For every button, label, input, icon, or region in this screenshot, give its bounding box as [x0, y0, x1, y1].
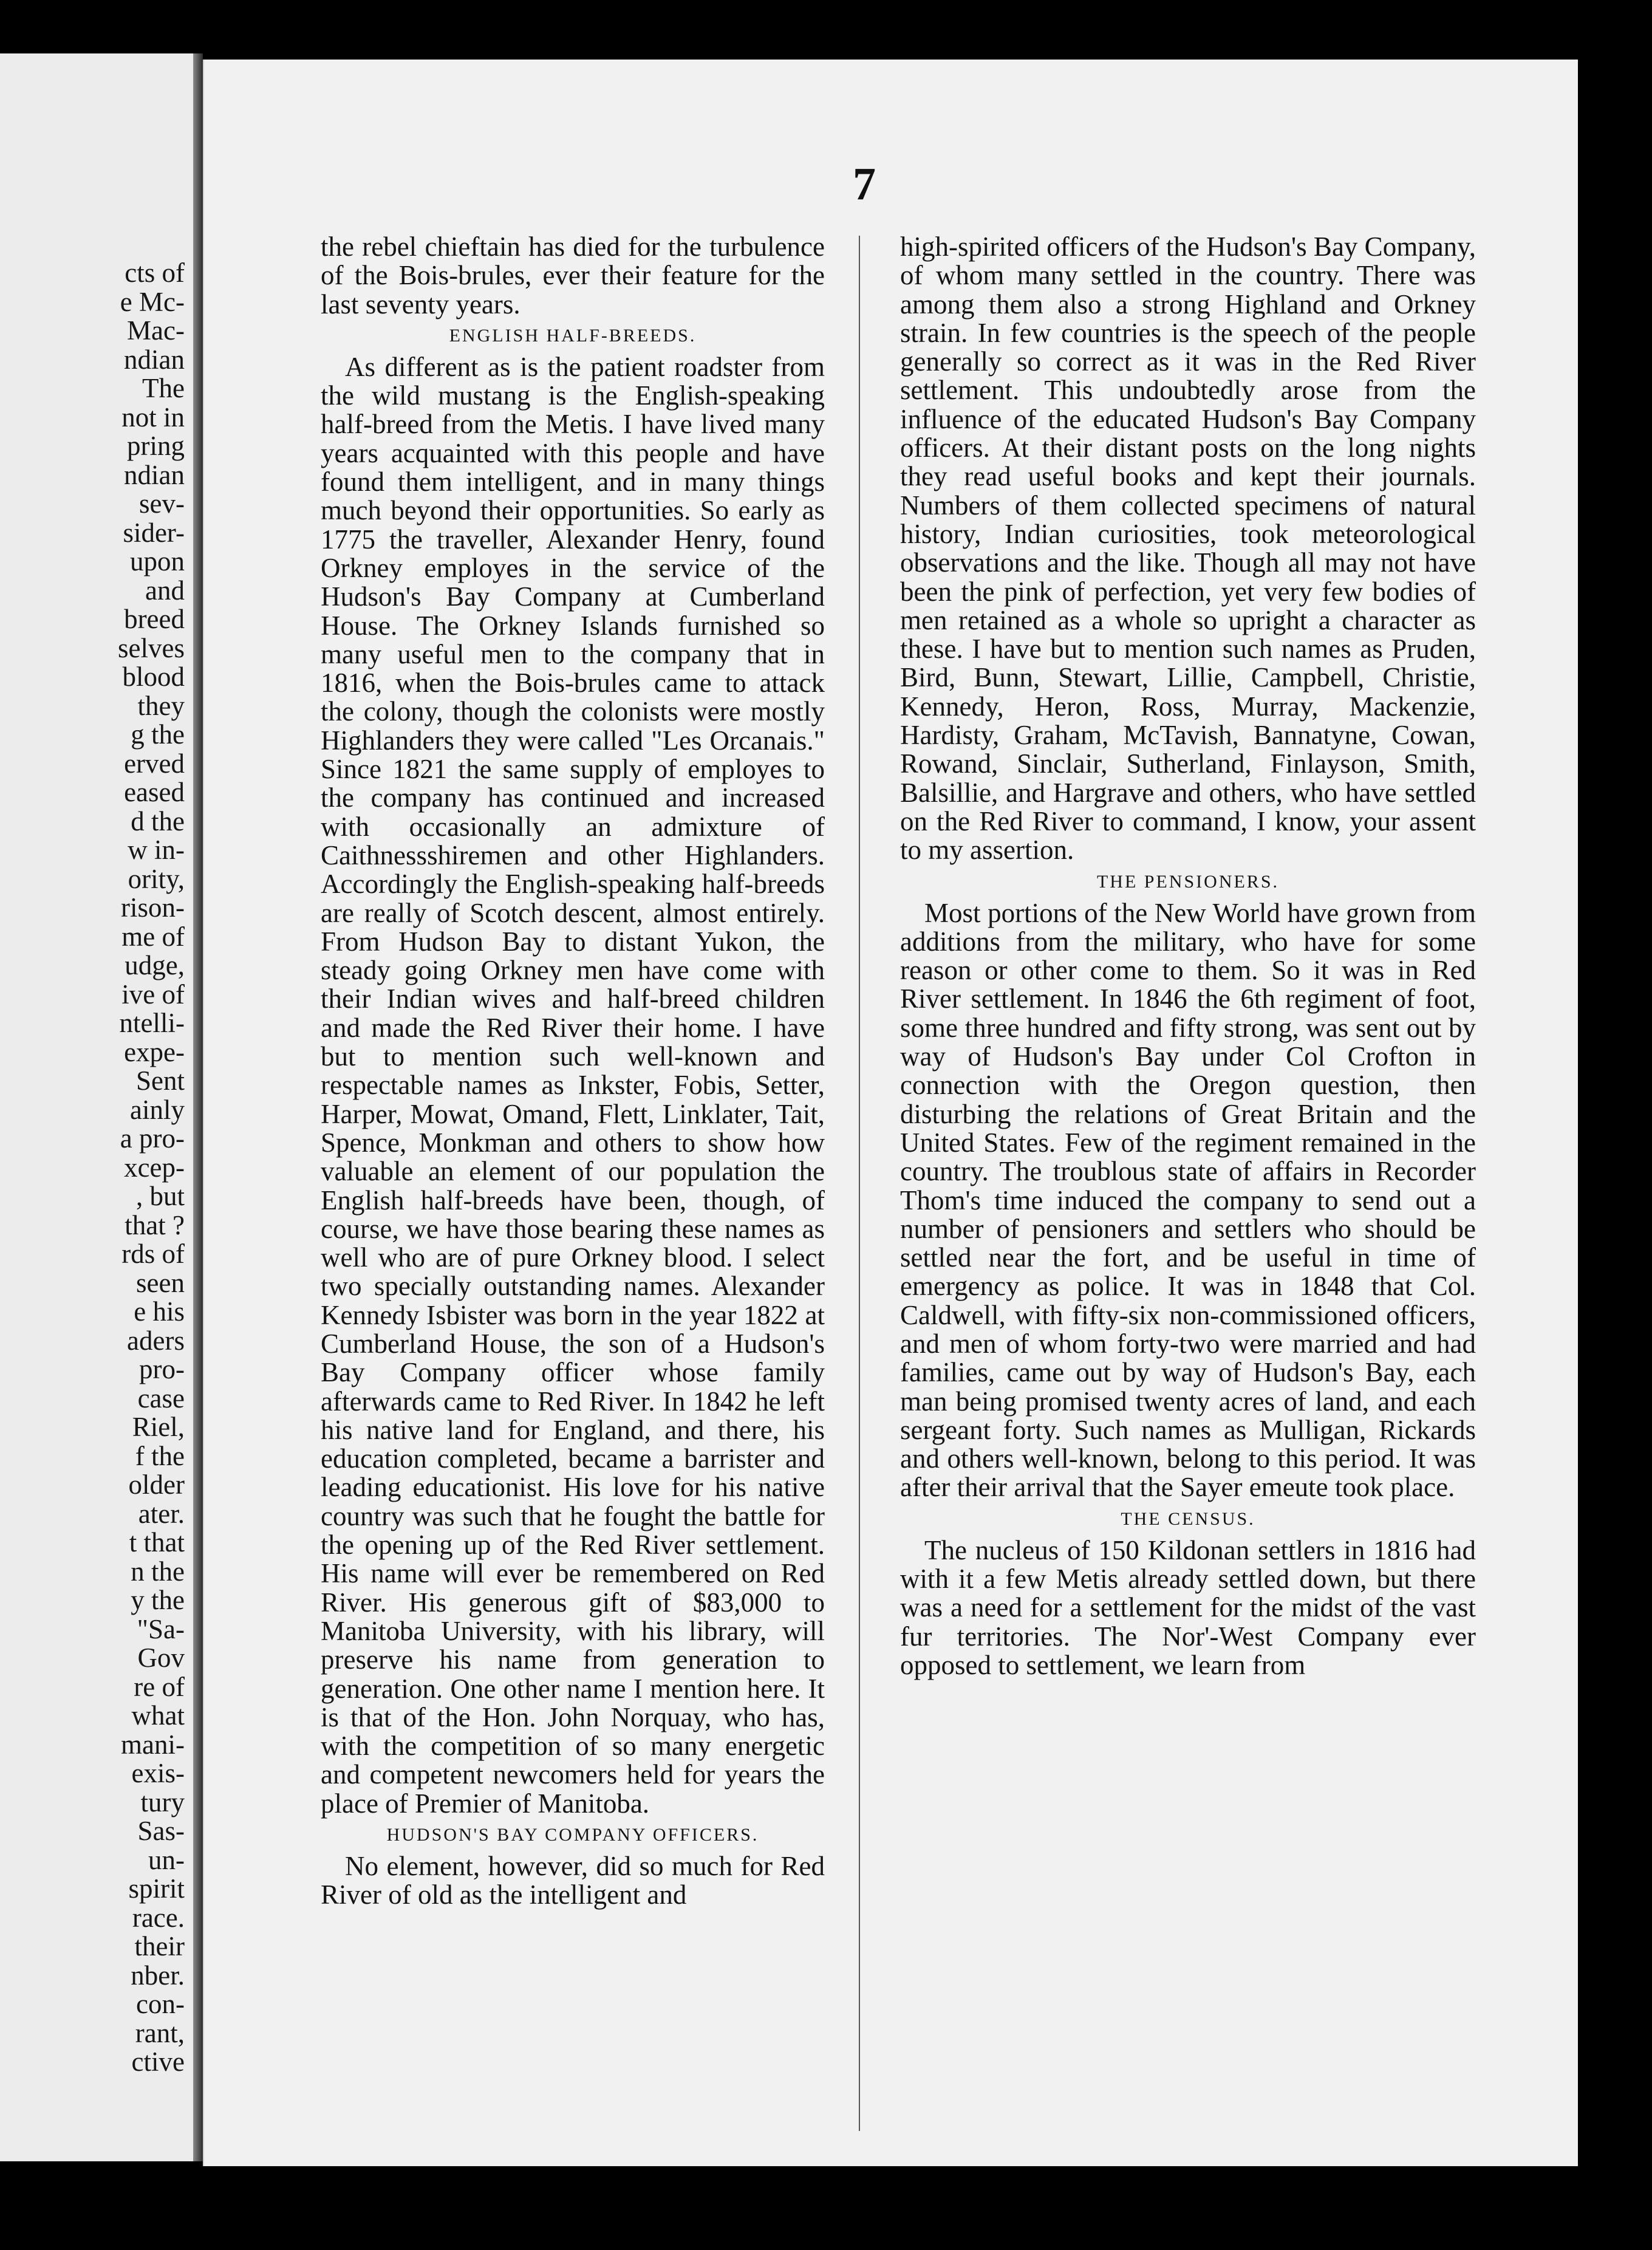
right-page	[203, 60, 1578, 2166]
left-page-fragment: ority,	[128, 863, 185, 894]
left-page-fragment: re of	[134, 1671, 185, 1702]
left-page-fragment: they	[137, 690, 185, 721]
right-column	[900, 233, 1476, 1680]
left-page-fragment: y the	[131, 1585, 185, 1615]
heading-hudsons-bay-officers: HUDSON'S BAY COMPANY OFFICERS.	[386, 1825, 759, 1845]
left-page-fragment: erved	[124, 748, 185, 779]
left-page-fragment: n the	[131, 1556, 185, 1587]
left-page-fragment: cts of	[125, 258, 185, 288]
left-page-fragment: e his	[134, 1296, 185, 1327]
left-page-fragment: f the	[135, 1440, 185, 1471]
left-page-fragment: tury	[140, 1787, 185, 1817]
left-page-fragment: eased	[124, 777, 185, 807]
left-page-fragment: and	[145, 575, 185, 606]
left-page-fragment: rant,	[135, 2017, 185, 2048]
left-page-fragment: sider-	[123, 517, 185, 548]
left-page-fragment: case	[137, 1383, 185, 1414]
left-page-fragment: Sas-	[137, 1816, 185, 1846]
left-page-fragment: xcep-	[124, 1152, 185, 1183]
paragraph-hudsons-bay-officers: No element, however, did so much for Red River of old as the intelligent and	[321, 1851, 825, 1910]
left-page-fragment: exis-	[131, 1758, 185, 1788]
left-page-fragment: t that	[129, 1527, 185, 1558]
paragraph-english-half-breeds: As different as is the patient roadster from the wild mustang is the English-speaking half-breed from the Metis. I have lived many years acquainted with this people and have found them intelligent, and in many things much beyond their opportunities. So early as 1775 the traveller, Alexander Henry, found Orkney employes in the service of the Hudson's Bay Company at Cumberland House. The Orkney Islands furnished so many useful men to the company that in 1816, when the Bois-brules came to attack the colony, though the colonists were mostly Highlanders they were called "Les Orcanais." Since 1821 the same supply of employes to the company has continued and increased with occasionally an admixture of Caithnessshiremen and other Highlanders. Accordingly the English-speaking half-breeds are really of Scotch descent, almost entirely. From Hudson Bay to distant Yukon, the steady going Orkney men have come with their Indian wives and half-breed children and made the Red River their home. I have but to mention such well-known and respectable names as Inkster, Fobis, Setter, Harper, Mowat, Omand, Flett, Linklater, Tait, Spence, Monkman and others to show how valuable an element of our population the English half-breeds have been, though, of course, we have those bearing these names as well who are of pure Orkney blood. I select two specially outstanding names. Alexander Kennedy Isbister was born in the year 1822 at Cumberland House, the son of a Hudson's Bay Company officer whose family afterwards came to Red River. In 1842 he left his native land for England, and there, his education completed, became a barrister and leading educationist. His love for his native country was such that he fought the battle for the opening up of the Red River settlement. His name will ever be remembered on Red River. His generous gift of $83,000 to Manitoba University, with his library, will preserve his name from generation to generation. One other name I mention here. It is that of the Hon. John Norquay, who has, with the competition of so many energetic and competent newcomers held for years the place of Premier of Manitoba.	[321, 351, 825, 1819]
heading-pensioners: THE PENSIONERS.	[1096, 871, 1279, 892]
left-page-fragment: rison-	[121, 892, 185, 923]
left-page-fragment: e Mc-	[120, 286, 185, 317]
left-page-fragment: ndian	[124, 459, 185, 490]
left-page-fragment: upon	[130, 546, 185, 576]
left-page-fragment: aders	[127, 1325, 185, 1356]
left-page-fragment: a pro-	[120, 1123, 185, 1154]
left-page-fragments	[63, 259, 185, 2077]
paragraph-pensioners: Most portions of the New World have grown from additions from the military, who have for some reason or other come to them. So it was in Red River settlement. In 1846 the 6th regiment of foot, some three hundred and fifty strong, was sent out by way of Hudson's Bay under Col Crofton in connection with the Oregon question, then disturbing the relations of Great Britain and the United States. Few of the regiment remained in the country. The troublous state of affairs in Recorder Thom's time induced the company to send out a number of pensioners and settlers who should be settled near the fort, and be useful in time of emergency as police. It was in 1848 that Col. Caldwell, with fifty-six non-commissioned officers, and men of whom forty-two were married and had families, came out by way of Hudson's Bay, each man being promised twenty acres of land, and each sergeant forty. Such names as Mulligan, Rickards and others well-known, belong to this period. It was after their arrival that the Sayer emeute took place.	[900, 897, 1476, 1503]
left-page-fragment: nber.	[131, 1960, 185, 1991]
heading-census: THE CENSUS.	[1121, 1508, 1255, 1529]
left-page-fragment: Gov	[137, 1643, 185, 1673]
left-page-fragment: rds of	[121, 1239, 185, 1269]
left-page-fragment: breed	[124, 604, 185, 634]
left-page-fragment: ainly	[130, 1094, 185, 1125]
left-page-fragment: g the	[131, 719, 185, 750]
left-page-fragment: ndian	[124, 344, 185, 375]
left-page-fragment: sev-	[139, 488, 185, 519]
left-page-fragment: Riel,	[132, 1412, 185, 1442]
left-page-fragment: , but	[135, 1181, 185, 1211]
left-page-fragment: not in	[121, 402, 185, 433]
left-page-fragment: expe-	[124, 1036, 185, 1067]
left-page-fragment: Sent	[135, 1065, 185, 1096]
left-page-fragment: d the	[131, 805, 185, 836]
opening-paragraph: the rebel chieftain has died for the turbulence of the Bois-brules, ever their feature for the last seventy years.	[321, 231, 825, 320]
left-page-fragment: "Sa-	[137, 1613, 185, 1644]
book-gutter	[193, 53, 203, 2161]
left-page-fragment: pro-	[139, 1354, 185, 1384]
column-divider	[859, 236, 860, 2131]
left-page-fragment: selves	[118, 632, 185, 663]
paragraph-officers-continued: high-spirited officers of the Hudson's Bay Company, of whom many settled in the country. There was among them also a strong Highland and Orkney strain. In few countries is the speech of the people generally so correct as it was in the Red River settlement. This undoubtedly arose from the influence of the educated Hudson's Bay Company officers. At their distant posts on the long nights they read useful books and kept their journals. Numbers of them collected specimens of natural history, Indian curiosities, took meteorological observations and the like. Though all may not have been the pink of perfection, yet very few bodies of men retained as a whole so upright a character as these. I have but to mention such names as Pruden, Bird, Bunn, Stewart, Lillie, Campbell, Christie, Kennedy, Heron, Ross, Murray, Mackenzie, Hardisty, Graham, McTavish, Bannatyne, Cowan, Rowand, Sinclair, Sutherland, Finlayson, Smith, Balsillie, and Hargrave and others, who have settled on the Red River to command, I know, your assent to my assertion.	[900, 231, 1476, 866]
left-page-fragment: Mac-	[127, 315, 185, 346]
left-page-edge	[0, 53, 195, 2161]
left-page-fragment: un-	[148, 1844, 185, 1875]
left-page-fragment: ater.	[138, 1498, 185, 1529]
left-page-fragment: udge,	[125, 950, 185, 980]
left-page-fragment: seen	[136, 1267, 185, 1298]
left-page-fragment: The	[142, 373, 185, 403]
left-column	[321, 233, 825, 1910]
left-page-fragment: ntelli-	[119, 1008, 185, 1038]
left-page-fragment: what	[131, 1700, 185, 1731]
left-page-fragment: me of	[121, 921, 185, 952]
page-number: 7	[853, 159, 876, 210]
left-page-fragment: their	[134, 1931, 185, 1961]
left-page-fragment: w in-	[128, 835, 185, 865]
left-page-fragment: spirit	[128, 1873, 185, 1904]
left-page-fragment: pring	[127, 431, 185, 461]
left-page-fragment: mani-	[121, 1729, 185, 1760]
left-page-fragment: ive of	[121, 979, 185, 1010]
heading-english-half-breeds: ENGLISH HALF-BREEDS.	[449, 325, 697, 346]
left-page-fragment: blood	[122, 662, 185, 692]
left-page-fragment: that ?	[125, 1209, 185, 1240]
left-page-fragment: ctive	[131, 2047, 185, 2077]
paragraph-census: The nucleus of 150 Kildonan settlers in 1816 had with it a few Metis already settled down, but there was a need for a settlement for the midst of the vast fur territories. The Nor'-West Company ever opposed to settlement, we learn from	[900, 1534, 1476, 1680]
left-page-fragment: older	[128, 1469, 185, 1500]
left-page-fragment: race.	[132, 1902, 185, 1933]
left-page-fragment: con-	[136, 1989, 185, 2019]
